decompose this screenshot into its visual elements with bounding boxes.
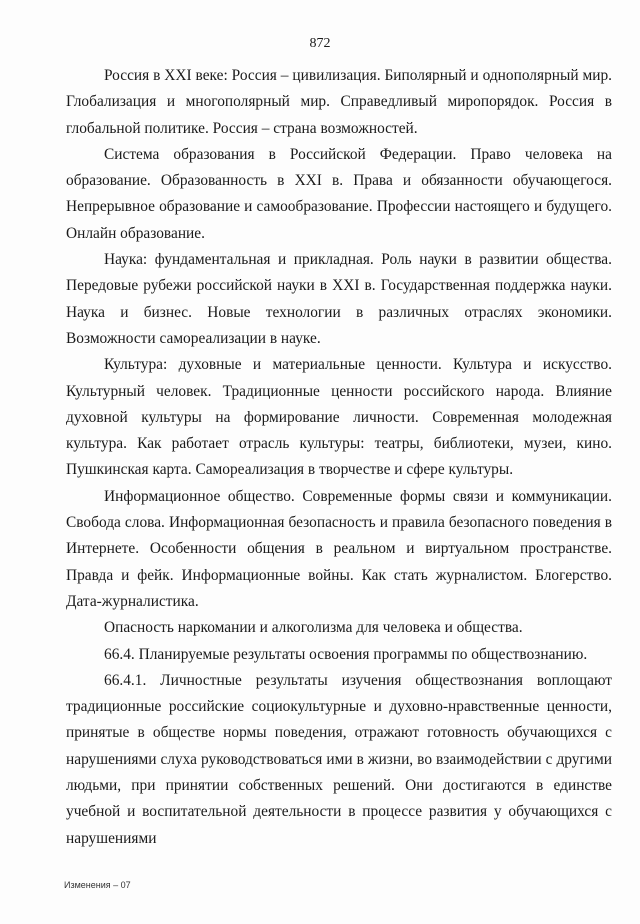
paragraph-drug-alcohol-danger: Опасность наркомании и алкоголизма для человека и общества. xyxy=(104,619,523,637)
paragraph-culture: Культура: духовные и материальные ценности. Культура и искусство. Культурный человек. Традиционные ценности российского народа. Влияние духовной культуры на формирование личности. Современная молодежная культура. Как работает отрасль культуры: театры, библиотеки, музеи, кино. Пушкинская карта. Самореализация в творчестве и сфере культуры. xyxy=(66,356,612,479)
paragraph-information-society: Информационное общество. Современные формы связи и коммуникации. Свобода слова. Информационная безопасность и правила безопасного поведения в Интернете. Особенности общения в реальном и виртуальном пространстве. Правда и фейк. Информационные войны. Как стать журналистом. Блогерство. Дата-журналистика. xyxy=(66,487,612,610)
document-body xyxy=(66,63,612,852)
section-heading-planned-results: 66.4. Планируемые результаты освоения программы по обществознанию. xyxy=(104,645,588,663)
paragraph-personal-results: 66.4.1. Личностные результаты изучения обществознания воплощают традиционные российские социокультурные и духовно-нравственные ценности, принятые в обществе нормы поведения, отражают готовность обучающихся с нарушениями слуха руководствоваться ими в жизни, во взаимодействии с другими людьми, при принятии собственных решений. Они достигаются в единстве учебной и воспитательной деятельности в процессе развития у обучающихся с нарушениями xyxy=(66,671,612,847)
paragraph-science: Наука: фундаментальная и прикладная. Роль науки в развитии общества. Передовые рубежи российской науки в XXI в. Государственная поддержка науки. Наука и бизнес. Новые технологии в различных отраслях экономики. Возможности самореализации в науке. xyxy=(66,251,612,347)
page-number: 872 xyxy=(309,36,331,51)
paragraph-russia-21-century: Россия в XXI веке: Россия – цивилизация. Биполярный и однополярный мир. Глобализация и многополярный мир. Справедливый миропорядок. Россия в глобальной политике. Россия – страна возможностей. xyxy=(66,67,612,137)
paragraph-education-system: Система образования в Российской Федерации. Право человека на образование. Образованность в XXI в. Права и обязанности обучающегося. Непрерывное образование и самообразование. Профессии настоящего и будущего. Онлайн образование. xyxy=(66,145,612,242)
footer-revision-note: Изменения – 07 xyxy=(64,880,131,890)
